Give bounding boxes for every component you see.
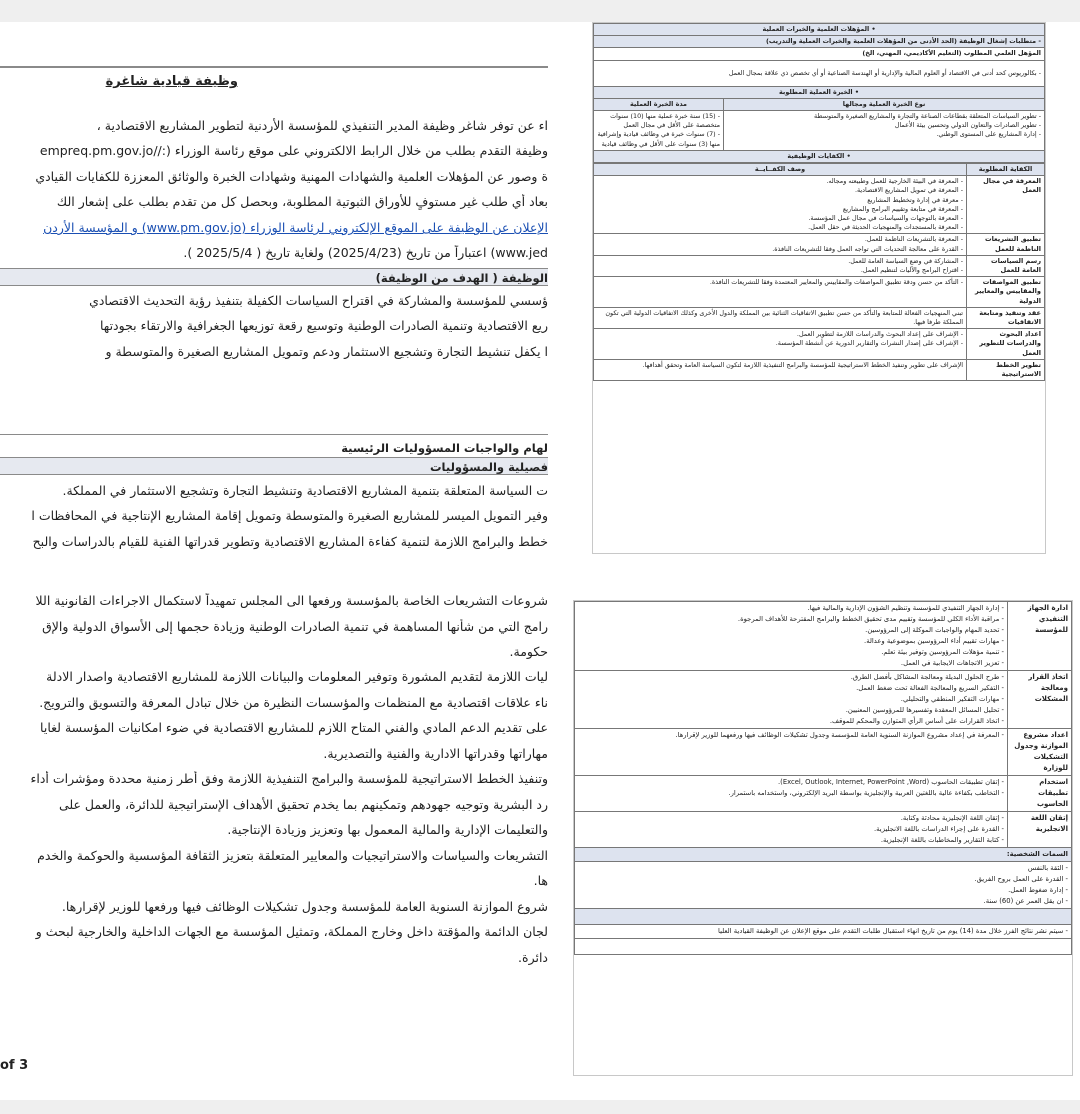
- duties-top-rule: [0, 434, 548, 435]
- intro-line: ة وصور عن المؤهلات العلمية والشهادات المهنية وشهادات الخبرة والوثائق المعززة للكفايات القيادي: [35, 169, 548, 184]
- competency-item: - اتخاذ القرارات على أساس الرأي المتوازن والمحكم للموقف.: [578, 716, 1004, 727]
- competency-item: - المشاركة في وضع السياسة العامة للعمل.: [597, 257, 963, 266]
- competency-item: - الإشراف على إصدار النشرات والتقارير الدورية عن أنشطة المؤسسة.: [597, 339, 963, 348]
- competency-item: - المعرفة في تمويل المشاريع الاقتصادية.: [597, 186, 963, 195]
- duty-line: مهاراتها وقدراتها الادارية والفنية والتصديرية.: [323, 746, 548, 761]
- duties-section-heading: لهام والواجبات المسؤوليات الرئيسية: [341, 441, 548, 455]
- intro-line: بعاد أي طلب غير مستوفٍ للأوراق الثبوتية المطلوبة، وبحصل كل من تقدم بطلب على إشعار الك: [56, 194, 548, 209]
- viewer-bottom-band: [0, 1100, 1080, 1114]
- duty-line: شروعات التشريعات الخاصة بالمؤسسة ورفعها الى المجلس تمهيداً لاستكمال الاجراءات القانونية اللا: [35, 593, 548, 608]
- duty-line: رامج التي من شأنها المساهمة في تنمية الصادرات الوطنية وزيادة حجمها إلى الأسواق الدولية والإق: [42, 619, 548, 634]
- intro-line: اء عن توفر شاغر وظيفة المدير التنفيذي للمؤسسة الأردنية لتطوير المشاريع الاقتصادية ،: [96, 118, 548, 133]
- competency-item: - إدارة الجهاز التنفيذي للمؤسسة وتنظيم الشؤون الإدارية والمالية فيها.: [578, 603, 1004, 614]
- competency-item: - التأكد من حسن ودقة تطبيق المواصفات والمقاييس والمعايير المعتمدة وفقا للتشريعات النافذة.: [597, 278, 963, 287]
- duty-line: لجان الدائمة والمؤقتة داخل وخارج المملكة، وتمثيل المؤسسة مع الجهات الداخلية والخارجية لبحث و: [35, 924, 548, 939]
- competency-desc: [575, 602, 1008, 671]
- experience-heading: • الخبرة العملية المطلوبة: [594, 86, 1045, 98]
- competency-name: رسم السياسات العامة للعمل: [967, 255, 1045, 276]
- duty-line: وفير التمويل الميسر للمشاريع الصغيرة والمتوسطة وتمويل إقامة المشاريع الإنتاجية في المحافظات ا: [31, 508, 548, 523]
- competency-name: اتخاذ القرار ومعالجة المشكلات: [1008, 671, 1072, 729]
- competency-name: اعداد مشروع الموازنة وجدول التشكيلات للوزارة: [1008, 729, 1072, 776]
- competency-item: - إتقان تطبيقات الحاسوب (Excel, Outlook, Internet, PowerPoint ,Word).: [578, 777, 1004, 788]
- duty-line: ت السياسة المتعلقة بتنمية المشاريع الاقتصادية وتنشيط التجارة وتشجيع الاستثمار في المملكة.: [62, 483, 548, 498]
- competency-item: - مهارات تقييم أداء المرؤوسين بموضوعية وعدالة.: [578, 636, 1004, 647]
- personal-trait-item: - الثقة بالنفس: [578, 863, 1068, 874]
- competency-item: - تحديد المهام والواجبات الموكلة إلى المرؤوسين.: [578, 625, 1004, 636]
- right-top-document-page: [592, 22, 1046, 554]
- competency-item: - المعرفة بالتوجهات والسياسات في مجال عمل المؤسسة.: [597, 214, 963, 223]
- intro-line: وظيفة التقدم بطلب من خلال الرابط الالكتروني على موقع رئاسة الوزراء (://empreq.pm.gov.jo: [39, 143, 548, 158]
- competency-item: - تحليل المسائل المعقدة وتفسيرها للمرؤوسين المعنيين.: [578, 705, 1004, 716]
- competency-item: - مراقبة الأداء الكلي للمؤسسة وتقييم مدى تحقيق الخطط والبرامج المقترحة للأهداف المرجوة.: [578, 614, 1004, 625]
- competency-name: المعرفة في مجال العمل: [967, 176, 1045, 234]
- intro-line-dates: www.jed) اعتباراً من تاريخ (2025/4/23) ولغاية تاريخ ( 2025/5/4 ).: [183, 245, 548, 260]
- viewer-top-band: [0, 0, 1080, 22]
- competency-item: - المعرفة بالتشريعات الناظمة للعمل.: [597, 235, 963, 244]
- competency-item: - معرفة في إدارة وتخطيط المشاريع: [597, 196, 963, 205]
- competency-item: - اقتراح البرامج والآليات لتنظيم العمل.: [597, 266, 963, 275]
- competency-desc: [594, 176, 967, 234]
- competency-item: - كتابة التقارير والمخاطبات باللغة الإنجليزية.: [578, 835, 1004, 846]
- competency-name: تطوير الخطط الاستراتيجية: [967, 359, 1045, 380]
- goal-line: ريع الاقتصادية وتنمية الصادرات الوطنية وتوسيع رقعة توزيعها الجغرافية والارتقاء بجودتها: [100, 318, 548, 333]
- duty-line: حكومة.: [509, 644, 548, 659]
- duty-line: خطط والبرامج اللازمة لتنمية كفاءة المشاريع الاقتصادية وتطوير قدراتها الفنية للقيام بالدراسات والبح: [32, 534, 548, 549]
- right-bottom-document-page: [573, 600, 1073, 1076]
- competencies-table: [593, 163, 1045, 381]
- personal-trait-item: - القدرة على العمل بروح الفريق.: [578, 874, 1068, 885]
- exp-duration-item: - (15) سنة خبرة عملية منها (10) سنوات متخصصة على الأقل في مجال العمل: [597, 112, 720, 130]
- blank-row: [575, 939, 1072, 955]
- competency-desc: [575, 812, 1008, 848]
- competency-item: - التخاطب بكفاءة عالية باللغتين العربية والإنجليزية بواسطة البريد الإلكتروني، واستخدامه باستمرار.: [578, 788, 1004, 799]
- competency-desc: [594, 329, 967, 360]
- duty-line: ناء علاقات اقتصادية مع المنظمات والمؤسسات النظيرة من خلال تبادل المعرفة والتسويق والترويج.: [39, 695, 548, 710]
- duty-line: دائرة.: [518, 950, 548, 965]
- competency-name: تطبيق المواصفات والمقاييس والمعايير الدولية: [967, 277, 1045, 308]
- competency-desc: تبني المنهجيات الفعالة للمتابعة والتأكد من حسن تطبيق الاتفاقيات الثنائية بين المملكة والدول الأخرى وكذلك الاتفاقيات الدولية التي تكون المملكة طرفا فيها.: [594, 307, 967, 328]
- competency-name: اعداد البحوث والدراسات للتطوير العمل: [967, 329, 1045, 360]
- competency-item: - المعرفة في البيئة الخارجية للعمل وطبيعته ومجاله.: [597, 177, 963, 186]
- duty-line: والتعليمات الإدارية والمالية المعمول بها وتعزيز وزيادة الإنتاجية.: [227, 822, 548, 837]
- col-exp-type: نوع الخبرة العملية ومجالها: [724, 98, 1045, 110]
- degree-text: - بكالوريوس كحد أدنى في الاقتصاد أو العلوم المالية والإدارية أو الهندسة الصناعية أو أي تخصص ذي علاقة بمجال العمل: [594, 60, 1045, 86]
- competency-desc: [594, 234, 967, 255]
- competency-desc: [594, 255, 967, 276]
- duty-line: ليات اللازمة لتقديم المشورة وتوفير المعلومات والبيانات اللازمة للمشاريع الاقتصادية واصدار الادلة: [46, 669, 548, 684]
- col-description: وصف الكفــايــة: [594, 164, 967, 176]
- competency-desc: [594, 277, 967, 308]
- duty-line: ها.: [533, 873, 548, 888]
- goal-line: ؤسسي للمؤسسة والمشاركة في اقتراح السياسات الكفيلة بتنفيذ رؤية التحديث الاقتصادي: [89, 293, 548, 308]
- goal-line: ا يكفل تنشيط التجارة وتشجيع الاستثمار ودعم وتمويل المشاريع الصغيرة والمتوسطة و: [105, 344, 548, 359]
- intro-line-link[interactable]: الإعلان عن الوظيفة على الموقع الإلكتروني لرئاسة الوزراء (www.pm.gov.jo) و المؤسسة الأردن: [43, 220, 548, 235]
- exp-types-cell: [724, 111, 1045, 151]
- degree-heading: المؤهل العلمي المطلوب (التعليم الأكاديمي، المهني، الخ): [594, 48, 1045, 60]
- exp-type-item: - تطوير الصادرات والتعاون الدولي وتحسين بيئة الأعمال: [727, 121, 1041, 130]
- competency-name: تطبيق التشريعات الناظمة للعمل: [967, 234, 1045, 255]
- competency-name: استخدام تطبيقات الحاسوب: [1008, 776, 1072, 812]
- qualifications-table: [593, 23, 1045, 163]
- personal-traits-cell: [575, 862, 1072, 909]
- competency-item: - مهارات التفكير المنطقي والتحليلي.: [578, 694, 1004, 705]
- duty-line: شروع الموازنة السنوية العامة للمؤسسة وجدول تشكيلات الوظائف فيها ورفعها للوزير لإقرارها.: [61, 899, 548, 914]
- competencies-heading: • الكفايات الوظيفية: [594, 150, 1045, 162]
- competency-desc: [575, 671, 1008, 729]
- competency-item: - المعرفة بالمستجدات والمنهجيات الحديثة في حقل العمل.: [597, 223, 963, 232]
- competency-desc: [575, 729, 1008, 776]
- competency-item: - القدرة على معالجة التحديات التي تواجه العمل وفقا للتشريعات النافذة.: [597, 245, 963, 254]
- personal-trait-item: - ان يقل العمر عن (60) سنة.: [578, 896, 1068, 907]
- duties-sub-heading: فصيلية والمسؤوليات: [430, 460, 548, 474]
- competency-item: - القدرة على إجراء الدراسات باللغة الانجليزية.: [578, 824, 1004, 835]
- competency-item: - تعزيز الاتجاهات الايجابية في العمل.: [578, 658, 1004, 669]
- competency-name: عقد وتنفيذ ومتابعة الاتفاقيات: [967, 307, 1045, 328]
- competency-desc: [575, 776, 1008, 812]
- results-note: - سيتم نشر نتائج الفرز خلال مدة (14) يوم من تاريخ انهاء استقبال طلبات التقدم على موقع الإعلان عن الوظيفة القيادية العليا: [575, 925, 1072, 939]
- competency-name: ادارة الجهاز التنفيذي للمؤسسة: [1008, 602, 1072, 671]
- duty-line: التشريعات والسياسات والاستراتيجيات والمعايير المتعلقة بتعزيز الثقافة المؤسسية والحوكمة والخدم: [37, 848, 548, 863]
- duty-line: رد البشرية وتوجيه جهودهم وتمكينهم بما يخدم تحقيق الأهداف الإستراتيجية للدائرة، والعمل على: [58, 797, 548, 812]
- goal-section-heading: الوظيفة ( الهدف من الوظيفة): [375, 271, 548, 285]
- exp-type-item: - إدارة المشاريع على المستوى الوطني.: [727, 130, 1041, 139]
- competency-item: - تنمية مؤهلات المرؤوسين وتوفير بيئة تعلم.: [578, 647, 1004, 658]
- competency-item: - المعرفة في متابعة وتقييم البرامج والمشاريع: [597, 205, 963, 214]
- competencies-table-cont: [574, 601, 1072, 955]
- top-rule: [0, 66, 548, 68]
- qual-heading: • المؤهلات العلمية والخبرات العملية: [594, 24, 1045, 36]
- left-document-page: [0, 22, 548, 1100]
- duty-line: وتنفيذ الخطط الاستراتيجية للمؤسسة والبرامج التنفيذية اللازمة وفق أطر زمنية محددة ومؤشرات أداء: [30, 771, 548, 786]
- competency-item: - طرح الحلول البديلة ومعالجة المشاكل بأفضل الطرق.: [578, 672, 1004, 683]
- competency-desc: الإشراف على تطوير وتنفيذ الخطط الاستراتيجية للمؤسسة والبرامج التنفيذية اللازمة لتكون السياسة العامة وتحقق أهدافها.: [594, 359, 967, 380]
- personal-traits-heading: السمات الشخصية:: [575, 848, 1072, 862]
- competency-item: - التفكير السريع والمعالجة الفعالة تحت ضغط العمل.: [578, 683, 1004, 694]
- exp-type-item: - تطوير السياسات المتعلقة بقطاعات الصناعة والتجارة والمشاريع الصغيرة والمتوسطة: [727, 112, 1041, 121]
- competency-item: - إتقان اللغة الإنجليزية محادثة وكتابة.: [578, 813, 1004, 824]
- exp-durations-cell: [594, 111, 724, 151]
- col-exp-duration: مدة الخبرة العملية: [594, 98, 724, 110]
- exp-duration-item: - (7) سنوات خبرة في وظائف قيادية وإشرافية منها (3) سنوات على الأقل في وظائف قيادية: [597, 130, 720, 148]
- requirements-heading: - متطلبات إشغال الوظيفة (الحد الأدنى من المؤهلات العلمية والخبرات العملية والتدريب): [594, 36, 1045, 48]
- competency-item: - الإشراف على إعداد البحوث والدراسات اللازمة لتطوير العمل.: [597, 330, 963, 339]
- page-number: of 3: [0, 1058, 29, 1073]
- duty-line: على تقديم الدعم المادي والفني المتاح اللازم للمشاريع الاقتصادية في ضوء امكانيات المؤسسة لغايا: [40, 720, 548, 735]
- personal-trait-item: - إدارة ضغوط العمل.: [578, 885, 1068, 896]
- blank-shaded-row: [575, 909, 1072, 925]
- col-competency: الكفاية المطلوبة: [967, 164, 1045, 176]
- competency-item: - المعرفة في إعداد مشروع الموازنة السنوية العامة للمؤسسة وجدول تشكيلات الوظائف فيها ورفعهما للوزير لإقرارها.: [578, 730, 1004, 741]
- competency-name: إتقان اللغة الانجليزية: [1008, 812, 1072, 848]
- job-title-heading: وظيفة قيادية شاغرة: [105, 74, 238, 89]
